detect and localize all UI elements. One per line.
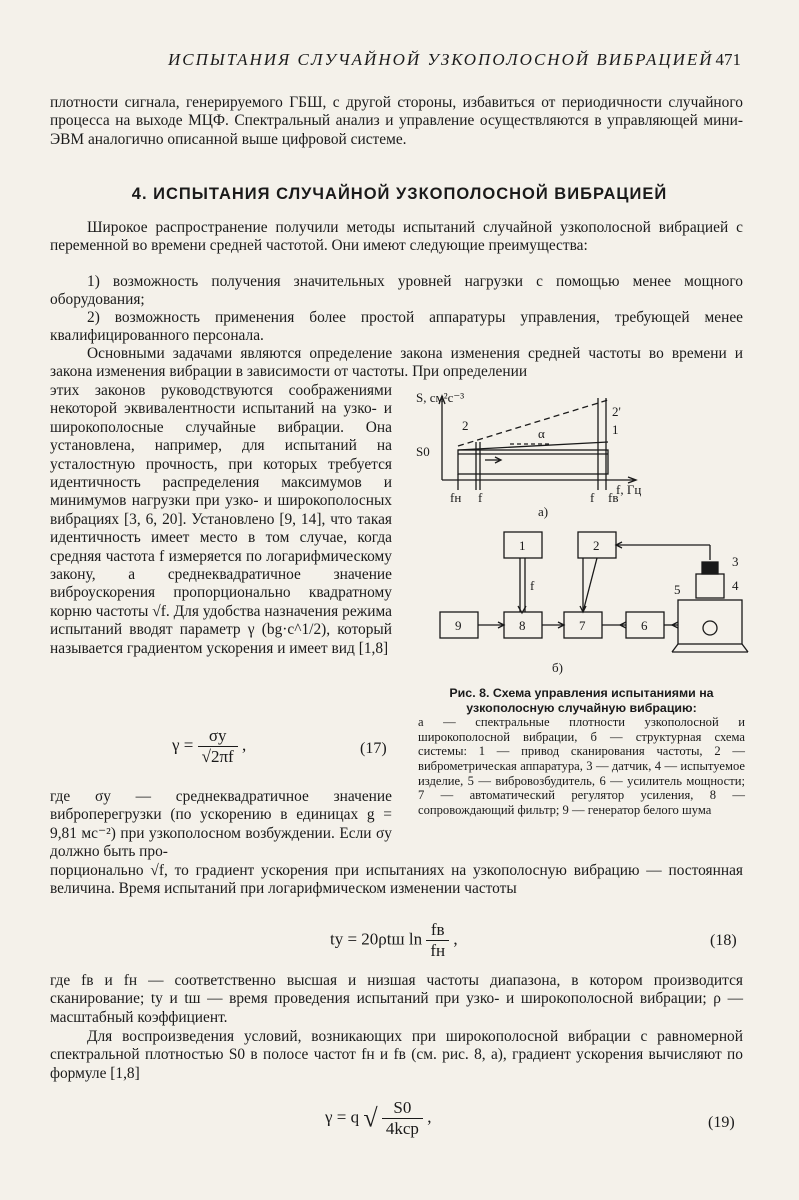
equation-18-number: (18) [710,932,737,949]
tick-fv: fв [608,490,619,505]
eq17-denominator: √2πf [201,747,234,766]
figure-caption-title: Рис. 8. Схема управления испытаниями на узкополосную случайную вибрацию: [449,686,714,715]
curve-label-2prime: 2' [612,404,621,419]
eq19-lhs: γ = q [325,1107,360,1127]
eq17-lhs: γ = [172,735,194,755]
paragraph-equivalence: этих законов руководствуются соображениями некоторой эквивалентности испытаний на узко- и широкополосные случайные вибрации. Она установлена, например, для испытаний на усталостную прочность, при которых требуется идентичность распределения максимумов и минимумов нагрузки при узко- и широкополосных вибрациях [3, 6, 20]. Установлено [9, 14], что такая идентичность имеет место в том случае, когда средняя частота f измеряется по логарифмическому закону, а среднеквадратичное значение виброускорения пропорционально квадратному корню частоты √f. Для удобства назначения режима испытаний вводят параметр γ (bg·c^1/2), который называется градиентом ускорения и имеет вид [1,8] [50,382,392,657]
curve-2prime [458,400,608,446]
curve-label-1: 1 [612,422,619,437]
eq19-numerator: S0 [382,1098,423,1119]
paragraph-tasks: Основными задачами являются определение закона изменения средней частоты во времени и закона изменения вибрации в зависимости от частоты. При определении [50,345,743,381]
panel-b-label: б) [552,660,563,675]
eq18-denominator: fн [430,941,446,960]
equation-19: γ = q √ $\frac{S0}{\text{4kср}}$ , [325,1098,432,1138]
intro-paragraph: плотности сигнала, генерируемого ГБШ, с другой стороны, избавиться от периодичности случайного процесса на выходе МЦФ. Спектральный анализ и управление осуществляются в управляющей мини-ЭВМ аналогично описанной выше цифровой системе. [50,94,743,148]
plot-alpha-label: α [538,426,545,441]
shaker-label-5: 5 [674,582,681,597]
figure-caption [418,686,745,817]
eq18-fraction [426,920,449,961]
paragraph-advantages: Широкое распространение получили методы испытаний случайной узкополосной вибрацией с переменной во времени средней частотой. Они имеют следующие преимущества: [50,219,743,255]
arrow-f-label: f [530,578,535,593]
plot-x-label: f, Гц [616,482,642,497]
eq18-numerator: fв [426,920,449,941]
eq19-denominator: 4kср [385,1119,419,1138]
equation-17-number: (17) [360,740,387,757]
block-8-label: 8 [519,618,526,633]
eq19-fraction [382,1098,423,1139]
vibration-exciter [678,600,742,644]
shaker-label-4: 4 [732,578,739,593]
equation-17: γ = $\frac{\sigma y}{√2\pi f}$ , [172,726,247,766]
tick-f-right: f [590,490,595,505]
panel-a-label: а) [538,504,549,519]
eq17-numerator: σy [198,726,238,747]
tick-fn: fн [450,490,462,505]
eq17-fraction [198,726,238,767]
block-6-label: 6 [641,618,648,633]
sensor [702,562,718,574]
shaker-label-3: 3 [732,554,739,569]
figure-caption-body: а — спектральные плотности узкополосной и широкополосной вибрации, б — структурная схема системы: 1 — привод сканирования частоты, 2 — виброметрическая аппаратура, 3 — датчик, 4 — испытуемое изделие, 5 — вибровозбудитель, 6 — усилитель мощности; 7 — автоматический регулятор усиления, 8 — сопровождающий фильтр; 9 — генератор белого шума [418,715,745,817]
block-9-label: 9 [455,618,462,633]
paragraph-gradient: порционально √f, то градиент ускорения при испытаниях на узкополосную вибрацию — постоянная величина. Время испытаний при логарифмическом изменении частоты [50,862,743,898]
list-item-2: 2) возможность применения более простой аппаратуры управления, требующей менее квалифицированного персонала. [50,309,743,345]
figure-8-diagram [410,390,750,680]
running-header [0,50,799,76]
running-title: ИСПЫТАНИЯ СЛУЧАЙНОЙ УЗКОПОЛОСНОЙ ВИБРАЦИЕЙ [168,50,714,69]
plot-y-label: S, см²с⁻³ [416,390,465,405]
paragraph-sigma: где σy — среднеквадратичное значение виброперегрузки (по ускорению в единицах g = 9,81 мс⁻²) при узкополосном возбуждении. Если σy должно быть про- [50,788,392,861]
paragraph-frequencies: где fв и fн — соответственно высшая и низшая частоты диапазона, в котором производится сканирование; ty и tш — время проведения испытаний при узко- и широкополосной вибрации; ρ — масштабный коэффициент. [50,972,743,1026]
tick-f-left: f [478,490,483,505]
block-7-label: 7 [579,618,586,633]
eq18-lhs: ty = 20ρtш ln [330,929,423,949]
equation-19-number: (19) [708,1114,735,1131]
list-item-1: 1) возможность получения значительных уровней нагрузки с помощью менее мощного оборудования; [50,273,743,309]
section-title: 4. ИСПЫТАНИЯ СЛУЧАЙНОЙ УЗКОПОЛОСНОЙ ВИБРАЦИЕЙ [131,185,668,203]
plot-s0-label: S0 [416,444,430,459]
test-item [696,574,724,598]
block-2-label: 2 [593,538,600,553]
equation-18: ty = 20ρtш ln $\frac{fв}{fн}$ , [330,920,458,960]
page-number: 471 [715,50,741,69]
curve-label-2: 2 [462,418,469,433]
paragraph-broadband: Для воспроизведения условий, возникающих при широкополосной вибрации с равномерной спектральной плотностью S0 в полосе частот fн и fв (см. рис. 8, а), градиент ускорения вычисляют по формуле [1,8] [50,1028,743,1082]
block-1-label: 1 [519,538,526,553]
